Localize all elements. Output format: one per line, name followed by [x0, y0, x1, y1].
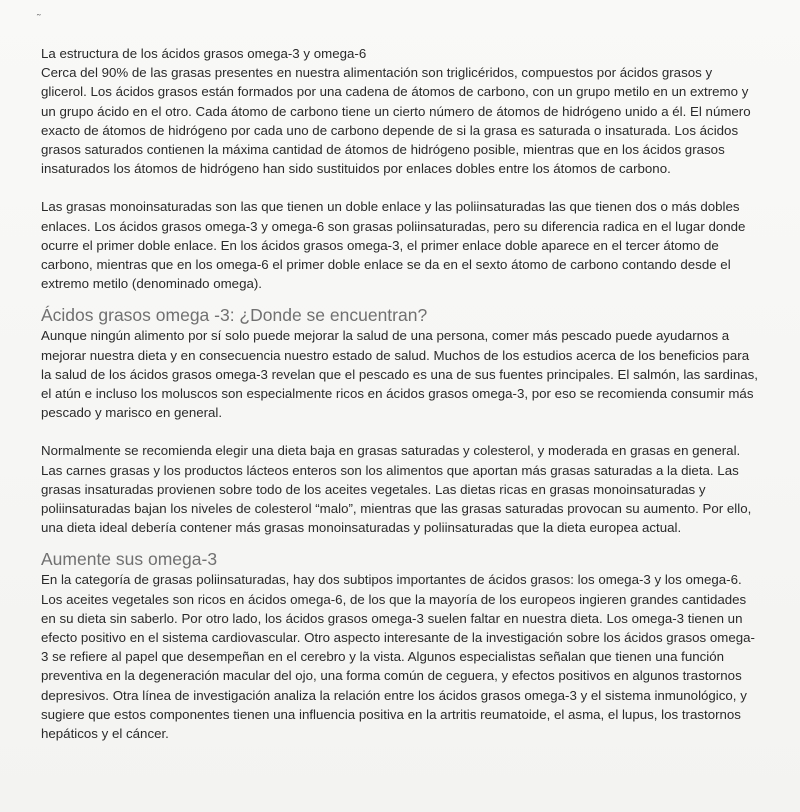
- paragraph: En la categoría de grasas poliinsaturadas, hay dos subtipos importantes de ácidos grasos: los omega-3 y los omega-6. Los aceites vegetales son ricos en ácidos omega-6, de los que la mayoría de los europeos ingieren grandes cantidades en su dieta sin saberlo. Por otro lado, los ácidos grasos omega-3 suelen faltar en nuestra dieta. Los omega-3 tienen un efecto positivo en el sistema cardiovascular. Otro aspecto interesante de la investigación sobre los ácidos grasos omega-3 se refiere al papel que desempeñan en el cerebro y la vista. Algunos especialistas señalan que tienen una función preventiva en la degeneración macular del ojo, una forma común de ceguera, y efectos positivos en algunos trastornos depresivos. Otra línea de investigación analiza la relación entre los ácidos grasos omega-3 y el sistema inmunológico, y sugiere que estos componentes tienen una influencia positiva en la artritis reumatoide, el asma, el lupus, los trastornos hepáticos y el cáncer.: [41, 572, 755, 742]
- intro-title: La estructura de los ácidos grasos omega-3 y omega-6: [41, 46, 367, 61]
- paragraph: Aunque ningún alimento por sí solo puede mejorar la salud de una persona, comer más pescado puede ayudarnos a mejorar nuestra dieta y en consecuencia nuestro estado de salud. Muchos de los estudios acerca de los beneficios para la salud de los ácidos grasos omega-3 revelan que el pescado es una de sus fuentes principales. El salmón, las sardinas, el atún e incluso los moluscos son especialmente ricos en ácidos grasos omega-3, por eso se recomienda consumir más pescado y marisco en general.: [41, 328, 758, 421]
- paragraph: Cerca del 90% de las grasas presentes en nuestra alimentación son triglicéridos, compuestos por ácidos grasos y glicerol. Los ácidos grasos están formados por una cadena de átomos de carbono, con un grupo metilo en un extremo y un grupo ácido en el otro. Cada átomo de carbono tiene un cierto número de átomos de hidrógeno unido a él. El número exacto de átomos de hidrógeno por cada uno de carbono depende de si la grasa es saturada o insaturada. Los ácidos grasos saturados contienen la máxima cantidad de átomos de hidrógeno posible, mientras que en los ácidos grasos insaturados los átomos de hidrógeno han sido sustituidos por enlaces dobles entre los átomos de carbono.: [41, 65, 751, 177]
- section-heading-increase: Aumente sus omega-3: [41, 549, 218, 570]
- section-heading-sources: Ácidos grasos omega -3: ¿Donde se encuentran?: [41, 305, 428, 326]
- paragraph: Las grasas monoinsaturadas son las que tienen un doble enlace y las poliinsaturadas las que tienen dos o más dobles enlaces. Los ácidos grasos omega-3 y omega-6 son grasas poliinsaturadas, pero su diferencia radica en el lugar donde ocurre el primer doble enlace. En los ácidos grasos omega-3, el primer enlace doble aparece en el tercer átomo de carbono, mientras que en los omega-6 el primer doble enlace se da en el sexto átomo de carbono contando desde el extremo metilo (denominado omega).: [41, 199, 746, 292]
- document-body: [41, 44, 761, 743]
- paragraph: Normalmente se recomienda elegir una dieta baja en grasas saturadas y colesterol, y moderada en grasas en general. Las carnes grasas y los productos lácteos enteros son los alimentos que aportan más grasas saturadas a la dieta. Las grasas insaturadas provienen sobre todo de los aceites vegetales. Las dietas ricas en grasas monoinsaturadas y poliinsaturadas bajan los niveles de colesterol “malo”, mientras que las grasas saturadas provocan su aumento. Por ello, una dieta ideal debería contener más grasas monoinsaturadas y poliinsaturadas que la dieta europea actual.: [41, 443, 752, 536]
- scan-mark-icon: ˜: [37, 13, 41, 25]
